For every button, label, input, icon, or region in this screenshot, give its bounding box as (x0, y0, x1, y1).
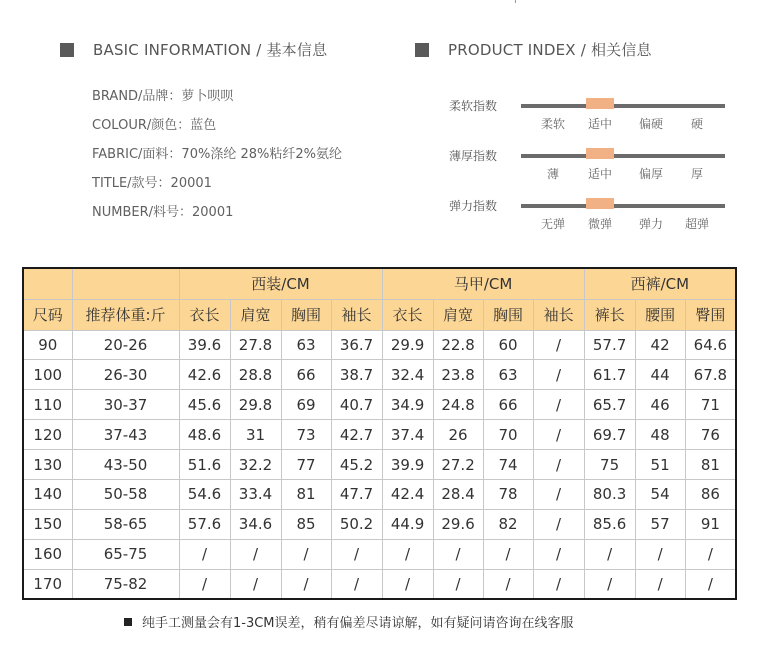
table-cell: 140 (23, 479, 72, 509)
table-row (23, 479, 736, 509)
table-cell: / (382, 569, 433, 599)
table-cell: 63 (281, 330, 331, 360)
table-cell: 22.8 (433, 330, 483, 360)
index-scale-bar (521, 104, 725, 108)
table-cell: / (533, 509, 584, 539)
index-option: 无弹 (540, 217, 565, 231)
table-cell: / (281, 569, 331, 599)
table-group-header-row (23, 268, 736, 299)
table-cell: 71 (685, 390, 736, 420)
table-cell: 75 (584, 450, 635, 480)
table-cell: 90 (23, 330, 72, 360)
table-cell: 81 (685, 450, 736, 480)
softness-index (449, 97, 739, 137)
index-selected-marker (586, 98, 614, 109)
column-header: 衣长 (179, 299, 230, 330)
table-cell: / (433, 569, 483, 599)
table-cell: 81 (281, 479, 331, 509)
table-cell: 37.4 (382, 420, 433, 450)
brand-line: BRAND/品牌：萝卜呗呗 (92, 89, 234, 104)
table-cell: 48.6 (179, 420, 230, 450)
table-cell: 38.7 (331, 360, 382, 390)
table-cell: / (533, 420, 584, 450)
column-header: 腰围 (635, 299, 685, 330)
column-header: 裤长 (584, 299, 635, 330)
table-cell: 66 (281, 360, 331, 390)
table-cell: 40.7 (331, 390, 382, 420)
title-line: TITLE/款号：20001 (92, 176, 212, 191)
column-header: 胸围 (281, 299, 331, 330)
table-cell: 110 (23, 390, 72, 420)
table-cell: 29.9 (382, 330, 433, 360)
table-cell: 23.8 (433, 360, 483, 390)
table-cell: 54.6 (179, 479, 230, 509)
table-cell: / (331, 539, 382, 569)
table-row (23, 569, 736, 599)
table-cell: 57 (635, 509, 685, 539)
table-cell: 51 (635, 450, 685, 480)
number-line: NUMBER/料号：20001 (92, 205, 234, 220)
basic-info-header (60, 39, 327, 60)
table-cell: 85.6 (584, 509, 635, 539)
table-cell: 85 (281, 509, 331, 539)
table-row (23, 390, 736, 420)
size-chart-table (22, 267, 737, 600)
table-cell: 36.7 (331, 330, 382, 360)
table-cell: 65.7 (584, 390, 635, 420)
table-cell: / (533, 360, 584, 390)
table-cell: 45.6 (179, 390, 230, 420)
table-cell: / (179, 539, 230, 569)
table-cell: 70 (483, 420, 533, 450)
table-cell: 51.6 (179, 450, 230, 480)
table-cell: / (533, 479, 584, 509)
table-cell: 24.8 (433, 390, 483, 420)
index-scale-bar (521, 204, 725, 208)
table-cell: / (230, 539, 281, 569)
square-bullet-icon (124, 618, 132, 626)
column-header: 衣长 (382, 299, 433, 330)
table-row (23, 360, 736, 390)
table-cell: 67.8 (685, 360, 736, 390)
square-bullet-icon (415, 43, 429, 57)
table-cell: / (331, 569, 382, 599)
product-index-heading: PRODUCT INDEX / 相关信息 (448, 41, 652, 59)
table-cell: 50.2 (331, 509, 382, 539)
table-cell: 150 (23, 509, 72, 539)
suit-group-header: 西装/CM (179, 268, 382, 299)
index-option: 适中 (587, 167, 612, 181)
table-cell: 69.7 (584, 420, 635, 450)
column-header: 臀围 (685, 299, 736, 330)
index-selected-marker (586, 198, 614, 209)
table-cell: 42.4 (382, 479, 433, 509)
table-cell: 34.9 (382, 390, 433, 420)
table-row (23, 330, 736, 360)
table-column-header-row (23, 299, 736, 330)
column-header: 袖长 (331, 299, 382, 330)
table-cell: 39.9 (382, 450, 433, 480)
elasticity-index (449, 197, 739, 237)
table-cell: 44.9 (382, 509, 433, 539)
table-cell: 39.6 (179, 330, 230, 360)
table-cell: / (685, 569, 736, 599)
table-cell: / (533, 569, 584, 599)
table-cell: 42.7 (331, 420, 382, 450)
index-label: 柔软指数 (449, 99, 498, 113)
vest-group-header: 马甲/CM (382, 268, 584, 299)
table-cell: 170 (23, 569, 72, 599)
table-cell: 37-43 (72, 420, 179, 450)
table-cell: 64.6 (685, 330, 736, 360)
table-cell: 76 (685, 420, 736, 450)
table-cell: 29.6 (433, 509, 483, 539)
index-option: 适中 (587, 117, 612, 131)
thickness-index (449, 147, 739, 187)
fabric-line: FABRIC/面料：70%涤纶 28%粘纤2%氨纶 (92, 147, 342, 162)
table-cell: / (483, 569, 533, 599)
index-option: 偏硬 (638, 117, 663, 131)
table-cell: / (483, 539, 533, 569)
index-label: 薄厚指数 (449, 149, 498, 163)
table-cell: / (533, 330, 584, 360)
table-cell: / (685, 539, 736, 569)
table-cell: 100 (23, 360, 72, 390)
table-cell: / (584, 569, 635, 599)
table-cell: 46 (635, 390, 685, 420)
table-cell: 42.6 (179, 360, 230, 390)
table-cell: 29.8 (230, 390, 281, 420)
table-cell: 91 (685, 509, 736, 539)
table-cell: 80.3 (584, 479, 635, 509)
table-row (23, 509, 736, 539)
table-cell: / (281, 539, 331, 569)
table-cell: 44 (635, 360, 685, 390)
table-cell: / (533, 539, 584, 569)
column-header: 肩宽 (433, 299, 483, 330)
table-row (23, 450, 736, 480)
table-cell: / (230, 569, 281, 599)
table-cell: 45.2 (331, 450, 382, 480)
index-option: 柔软 (540, 117, 565, 131)
table-cell: 63 (483, 360, 533, 390)
index-option: 偏厚 (638, 167, 663, 181)
footnote-text: 纯手工测量会有1-3CM误差，稍有偏差尽请谅解，如有疑问请咨询在线客服 (142, 616, 574, 631)
index-option: 微弹 (587, 217, 612, 231)
table-cell: 78 (483, 479, 533, 509)
table-cell: 66 (483, 390, 533, 420)
table-cell: 26 (433, 420, 483, 450)
index-option: 超弹 (684, 217, 709, 231)
table-cell: 27.8 (230, 330, 281, 360)
table-cell: 50-58 (72, 479, 179, 509)
table-cell: / (635, 539, 685, 569)
table-cell: 160 (23, 539, 72, 569)
table-cell: 74 (483, 450, 533, 480)
column-header: 推荐体重:斤 (72, 299, 179, 330)
product-index-header (415, 39, 652, 60)
table-cell: 130 (23, 450, 72, 480)
table-cell: 120 (23, 420, 72, 450)
empty-header-cell (23, 268, 72, 299)
table-cell: 60 (483, 330, 533, 360)
basic-info-list (92, 86, 342, 231)
table-cell: / (635, 569, 685, 599)
column-header: 尺码 (23, 299, 72, 330)
table-cell: 75-82 (72, 569, 179, 599)
index-option: 薄 (546, 167, 559, 181)
index-label: 弹力指数 (449, 199, 498, 213)
table-cell: / (179, 569, 230, 599)
table-cell: 42 (635, 330, 685, 360)
table-cell: 28.8 (230, 360, 281, 390)
table-cell: 47.7 (331, 479, 382, 509)
index-option: 弹力 (638, 217, 663, 231)
table-row (23, 420, 736, 450)
table-cell: 73 (281, 420, 331, 450)
table-cell: 57.7 (584, 330, 635, 360)
index-scale-bar (521, 154, 725, 158)
table-cell: 86 (685, 479, 736, 509)
table-cell: 28.4 (433, 479, 483, 509)
table-cell: 65-75 (72, 539, 179, 569)
table-cell: 57.6 (179, 509, 230, 539)
table-cell: 27.2 (433, 450, 483, 480)
table-cell: 82 (483, 509, 533, 539)
table-cell: 32.2 (230, 450, 281, 480)
pants-group-header: 西裤/CM (584, 268, 736, 299)
table-cell: / (433, 539, 483, 569)
table-cell: 58-65 (72, 509, 179, 539)
square-bullet-icon (60, 43, 74, 57)
colour-line: COLOUR/颜色：蓝色 (92, 118, 217, 133)
table-cell: / (533, 450, 584, 480)
table-cell: 77 (281, 450, 331, 480)
table-cell: 26-30 (72, 360, 179, 390)
column-header: 胸围 (483, 299, 533, 330)
empty-header-cell (72, 268, 179, 299)
index-option: 硬 (690, 117, 703, 131)
table-cell: 54 (635, 479, 685, 509)
measurement-footnote (124, 612, 574, 631)
index-selected-marker (586, 148, 614, 159)
table-cell: 61.7 (584, 360, 635, 390)
table-cell: 20-26 (72, 330, 179, 360)
table-cell: 69 (281, 390, 331, 420)
table-cell: / (382, 539, 433, 569)
table-cell: 32.4 (382, 360, 433, 390)
table-row (23, 539, 736, 569)
table-cell: 33.4 (230, 479, 281, 509)
table-cell: 34.6 (230, 509, 281, 539)
column-header: 袖长 (533, 299, 584, 330)
index-option: 厚 (690, 167, 703, 181)
table-cell: 30-37 (72, 390, 179, 420)
table-cell: / (584, 539, 635, 569)
top-divider-mark (515, 0, 516, 3)
column-header: 肩宽 (230, 299, 281, 330)
table-cell: 31 (230, 420, 281, 450)
table-cell: / (533, 390, 584, 420)
table-cell: 48 (635, 420, 685, 450)
basic-info-heading: BASIC INFORMATION / 基本信息 (93, 41, 328, 59)
table-cell: 43-50 (72, 450, 179, 480)
